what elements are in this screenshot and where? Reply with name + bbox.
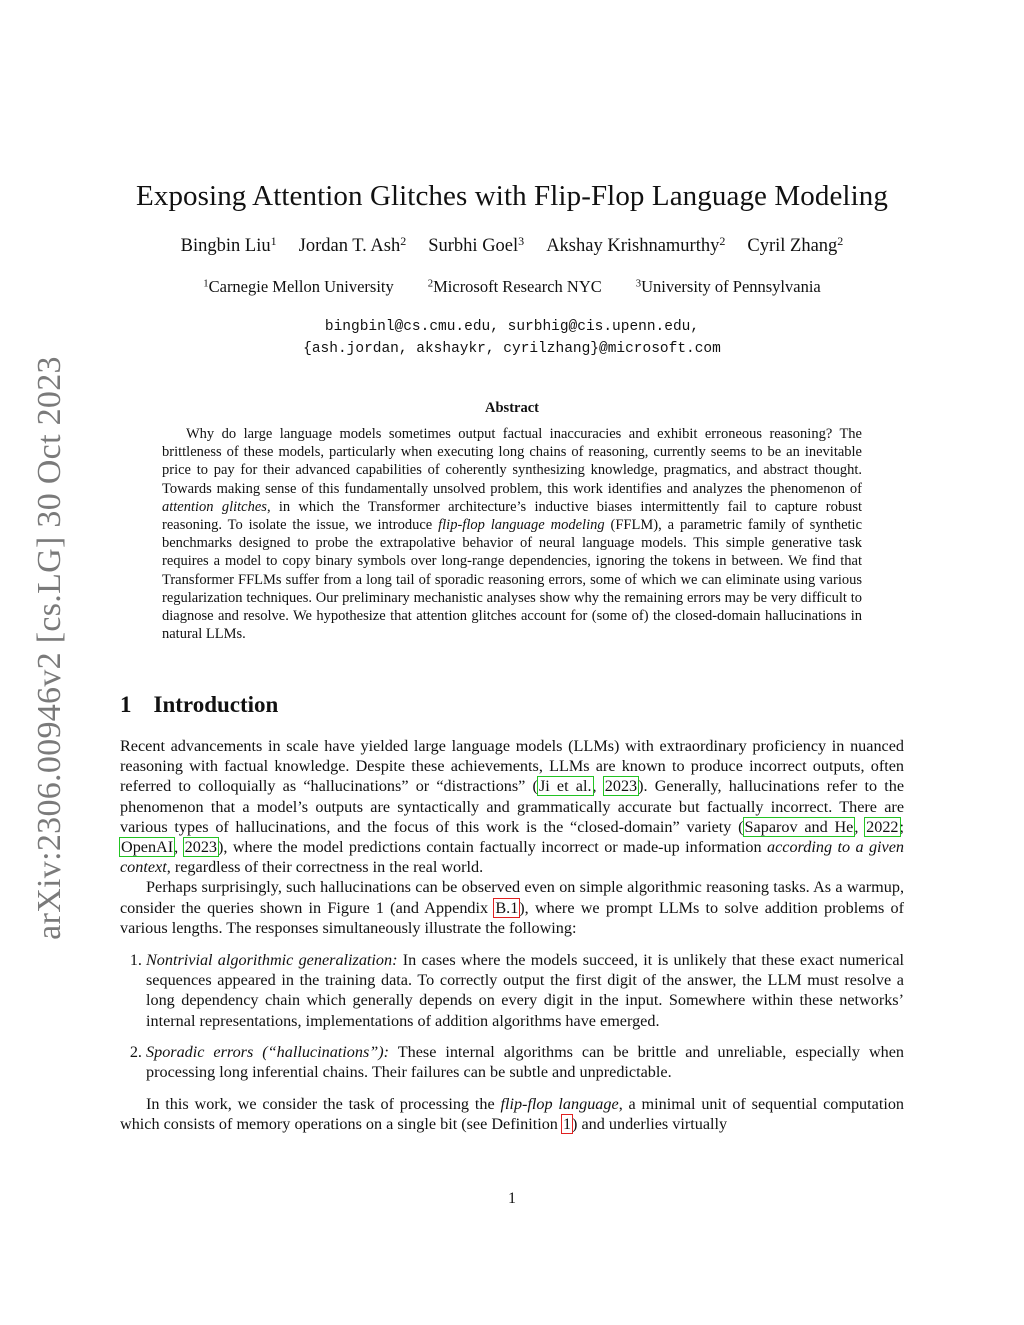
section-heading: 1 Introduction — [120, 692, 279, 717]
affiliation: $^2$Microsoft Research NYC — [427, 277, 602, 296]
abstract-text: Why do large language models sometimes output factual inaccuracies and exhibit erroneous reasoning? The brittleness of these models, particularly when executing long chains of reasoning, currently seems to be an inevitable price to pay for their advanced capabilities of coherently synthesizing knowledge, pragmatics, and abstract thought. Towards making sense of this fundamentally unsolved problem, this work identifies and analyzes the phenomenon of attention glitches, in which the Transformer architecture’s inductive biases intermittently fail to capture robust reasoning. To isolate the issue, we introduce flip-flop language modeling (FFLM), a parametric family of synthetic benchmarks designed to probe the extrapolative behavior of neural language models. This simple generative task requires a model to copy binary symbols over long-range dependencies, ignoring the tokens in between. We find that Transformer FFLMs suffer from a long tail of sporadic reasoning errors, some of which we can eliminate using various regularization techniques. Our preliminary mechanistic analyses show why the remaining errors may be very difficult to diagnose and resolve. We hypothesize that attention glitches account for (some of) the closed-domain hallucinations in natural LLMs. — [162, 426, 862, 643]
paper-title: Exposing Attention Glitches with Flip-Flop Language Modeling — [136, 180, 888, 212]
page-number: 1 — [508, 1190, 516, 1207]
paragraph: In this work, we consider the task of processing the flip-flop language, a minimal unit of sequential computation which consists of memory operations on a single bit (see Definition 1) and underlies virtually — [120, 1095, 905, 1134]
citation-link[interactable]: 2023 — [184, 838, 217, 857]
arxiv-side-stamp: arXiv:2306.00946v2 [cs.LG] 30 Oct 2023 — [31, 356, 68, 940]
numbered-list — [120, 950, 904, 1082]
author: Jordan T. Ash$^2$ — [298, 234, 407, 256]
definition-link[interactable]: 1 — [562, 1115, 572, 1134]
paragraph: Perhaps surprisingly, such hallucinations can be observed even on simple algorithmic reasoning tasks. As a warmup, consider the queries shown in Figure 1 (and Appendix B.1), where we prompt LLMs to solve addition problems of various lengths. The responses simultaneously illustrate the following: — [120, 878, 904, 937]
list-item: 2. Sporadic errors (“hallucinations”): These internal algorithms can be brittle and unreliable, especially when processing long inferential chains. Their failures can be subtle and unpredictable. — [146, 1042, 904, 1082]
list-item: 1. Nontrivial algorithmic generalization: In cases where the models succeed, it is unlikely that these exact numerical sequences appeared in the training data. To correctly output the first digit of the answer, the LLM must resolve a long dependency chain which generally depends on every digit in the input. Somewhere within these networks’ internal representations, implementations of addition algorithms have emerged. — [146, 950, 904, 1031]
citation-link[interactable]: Saparov and He — [744, 817, 854, 836]
appendix-link[interactable]: B.1 — [495, 898, 519, 917]
author-list — [120, 236, 904, 257]
author-emails — [0, 316, 1024, 360]
author: Bingbin Liu$^1$ — [180, 234, 277, 256]
paragraph: Recent advancements in scale have yielded large language models (LLMs) with extraordinary proficiency in nuanced reasoning with factual knowledge. Despite these achievements, LLMs are known to produce incorrect outputs, often referred to colloquially as “hallucinations” or “distractions” (Ji et al., 2023). Generally, hallucinations refer to the phenomenon that a model’s outputs are syntactically and grammatically accurate but factually incorrect. There are various types of hallucinations, and the focus of this work is the “closed-domain” variety (Saparov and He, 2022; OpenAI, 2023), where the model predictions contain factually incorrect or made-up information according to a given context, regardless of their correctness in the real world. — [120, 737, 905, 877]
citation-link[interactable]: 2023 — [604, 777, 638, 796]
email-line: {ash.jordan, akshaykr, cyrilzhang}@microsoft.com — [303, 341, 721, 357]
citation-link[interactable]: Ji et al. — [538, 777, 592, 796]
affiliation: $^1$Carnegie Mellon University — [203, 277, 394, 296]
citation-link[interactable]: 2022 — [866, 817, 899, 836]
affiliation-list — [120, 277, 904, 297]
affiliation: $^3$University of Pennsylvania — [635, 277, 821, 296]
author: Akshay Krishnamurthy$^2$ — [546, 234, 726, 256]
body-text — [120, 736, 904, 1135]
author: Surbhi Goel$^3$ — [428, 234, 525, 256]
citation-link[interactable]: OpenAI — [121, 838, 174, 857]
abstract-heading: Abstract — [485, 400, 539, 416]
email-line: bingbinl@cs.cmu.edu, surbhig@cis.upenn.edu, — [324, 319, 700, 335]
author: Cyril Zhang$^2$ — [747, 234, 844, 256]
